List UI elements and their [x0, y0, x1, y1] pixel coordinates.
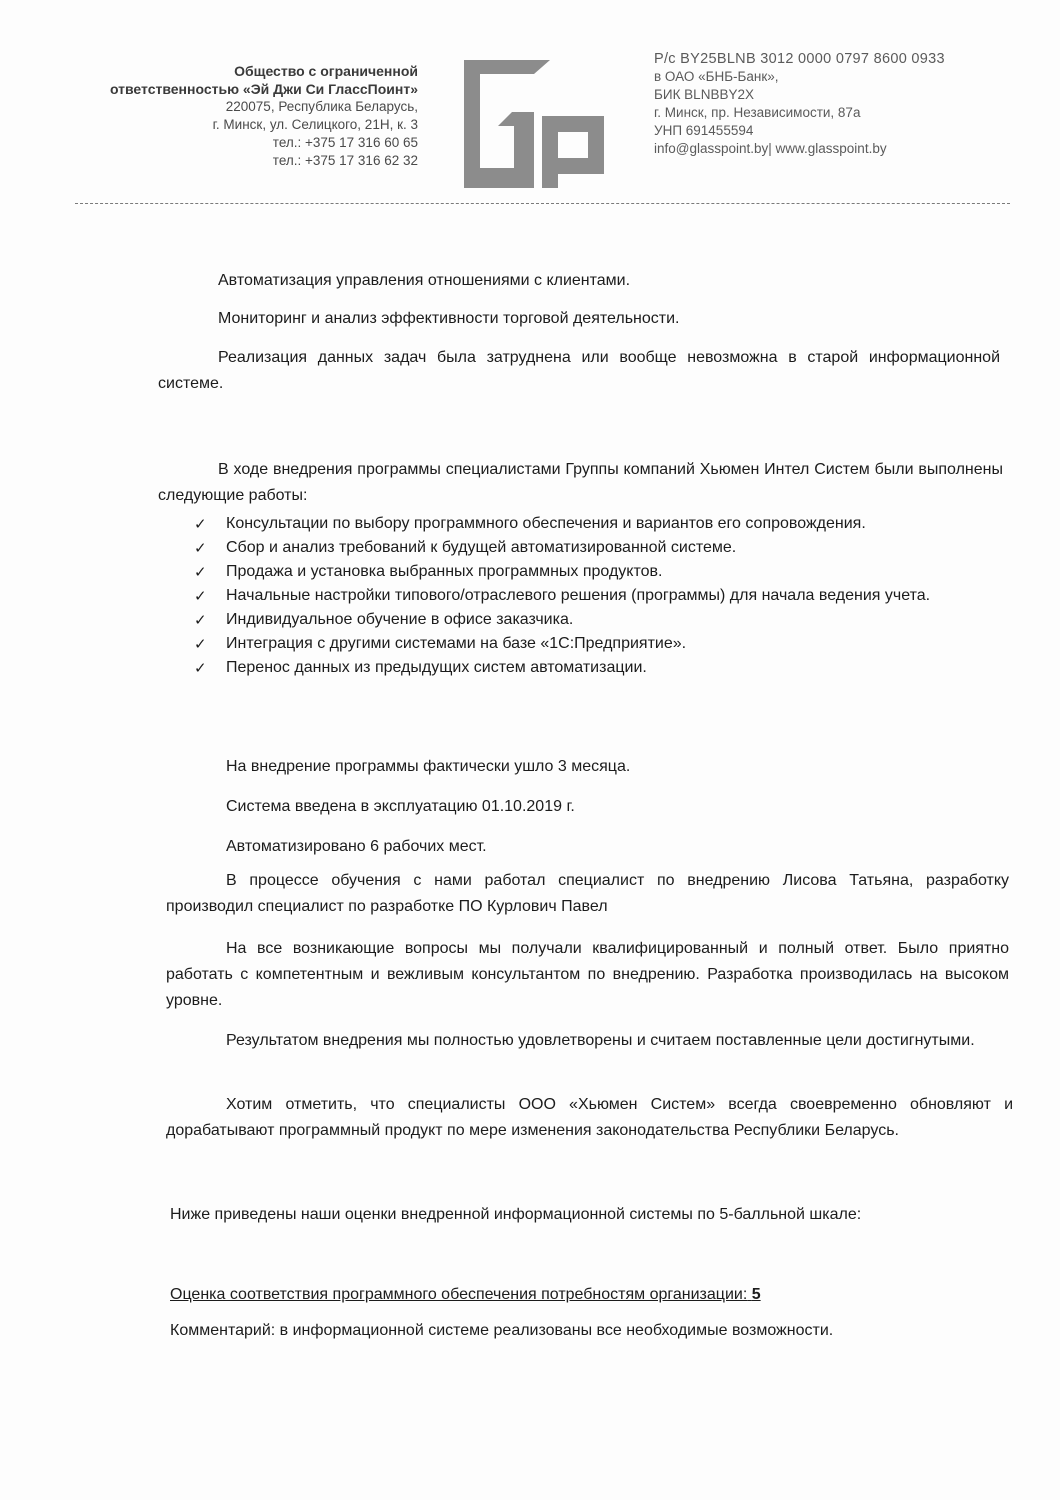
company-requisites: [110, 62, 418, 170]
list-item: ✓ Перенос данных из предыдущих систем автоматизации.: [190, 656, 1005, 680]
works-list: [190, 512, 1005, 680]
check-mark-icon: ✓: [194, 635, 207, 653]
list-item: ✓ Начальные настройки типового/отраслевого решения (программы) для начала ведения учета.: [190, 584, 1005, 608]
bank-address: г. Минск, пр. Независимости, 87а: [654, 105, 861, 120]
goal-1: Автоматизация управления отношениями с клиентами.: [218, 272, 631, 289]
list-item: ✓ Интеграция с другими системами на базе «1С:Предприятие».: [190, 632, 1005, 656]
check-mark-icon: ✓: [194, 515, 207, 533]
list-item: ✓ Продажа и установка выбранных программных продуктов.: [190, 560, 1005, 584]
launch-date-text: Система введена в эксплуатацию 01.10.2019 г.: [226, 798, 575, 815]
company-address-line-1: 220075, Республика Беларусь,: [225, 99, 418, 114]
company-contacts: info@glasspoint.by| www.glasspoint.by: [654, 141, 887, 156]
company-name-line-2: ответственностью «Эй Джи Си ГлассПоинт»: [109, 81, 418, 97]
list-item: ✓ Индивидуальное обучение в офисе заказчика.: [190, 608, 1005, 632]
workplaces-text: Автоматизировано 6 рабочих мест.: [226, 838, 487, 855]
bank-bic: БИК BLNBBY2X: [654, 87, 754, 102]
check-mark-icon: ✓: [194, 539, 207, 557]
rating-value: 5: [751, 1286, 761, 1303]
ratings-intro: Ниже приведены наши оценки внедренной информационной системы по 5-балльной шкале:: [170, 1206, 862, 1223]
goal-2: Мониторинг и анализ эффективности торговой деятельности.: [218, 310, 680, 327]
specialists-text: В процессе обучения с нами работал специалист по внедрению Лисова Татьяна, разработку производил специалист по разработке ПО Курлович Павел: [166, 872, 1009, 915]
bank-name: в ОАО «БНБ-Банк»,: [654, 69, 779, 84]
check-mark-icon: ✓: [194, 563, 207, 581]
rating-label: Оценка соответствия программного обеспечения потребностям организации:: [170, 1286, 748, 1303]
company-name-line-1: Общество с ограниченной: [234, 63, 418, 79]
feedback-text: На все возникающие вопросы мы получали квалифицированный и полный ответ. Было приятно работать с компетентным и вежливым консультантом по внедрению. Разработка производилась на высоком уровне.: [166, 940, 1009, 1009]
company-address-line-2: г. Минск, ул. Селицкого, 21Н, к. 3: [212, 117, 418, 132]
check-mark-icon: ✓: [194, 587, 207, 605]
gp-logo-icon: [458, 56, 610, 194]
bank-requisites: [654, 50, 945, 158]
goals-note: Реализация данных задач была затруднена или вообще невозможна в старой информационной системе.: [158, 349, 1000, 392]
check-mark-icon: ✓: [194, 659, 207, 677]
updates-text: Хотим отметить, что специалисты ООО «Хьюмен Систем» всегда своевременно обновляют и дорабатывают программный продукт по мере изменения законодательства Республики Беларусь.: [166, 1096, 1013, 1139]
company-phone-2: тел.: +375 17 316 62 32: [272, 153, 418, 168]
bank-account: Р/с BY25BLNB 3012 0000 0797 8600 0933: [654, 51, 945, 67]
result-text: Результатом внедрения мы полностью удовлетворены и считаем поставленные цели достигнутыми.: [226, 1032, 975, 1049]
duration-text: На внедрение программы фактически ушло 3 месяца.: [226, 758, 631, 775]
list-item: ✓ Консультации по выбору программного обеспечения и вариантов его сопровождения.: [190, 512, 1005, 536]
check-mark-icon: ✓: [194, 611, 207, 629]
list-item: ✓ Сбор и анализ требований к будущей автоматизированной системе.: [190, 536, 1005, 560]
comment-text: Комментарий: в информационной системе реализованы все необходимые возможности.: [170, 1322, 834, 1339]
works-intro: В ходе внедрения программы специалистами Группы компаний Хьюмен Интел Систем были выполнены следующие работы:: [158, 461, 1003, 504]
letterhead-divider: [75, 203, 1010, 204]
rating-line: [170, 1282, 761, 1308]
company-phone-1: тел.: +375 17 316 60 65: [272, 135, 418, 150]
company-unp: УНП 691455594: [654, 123, 754, 138]
